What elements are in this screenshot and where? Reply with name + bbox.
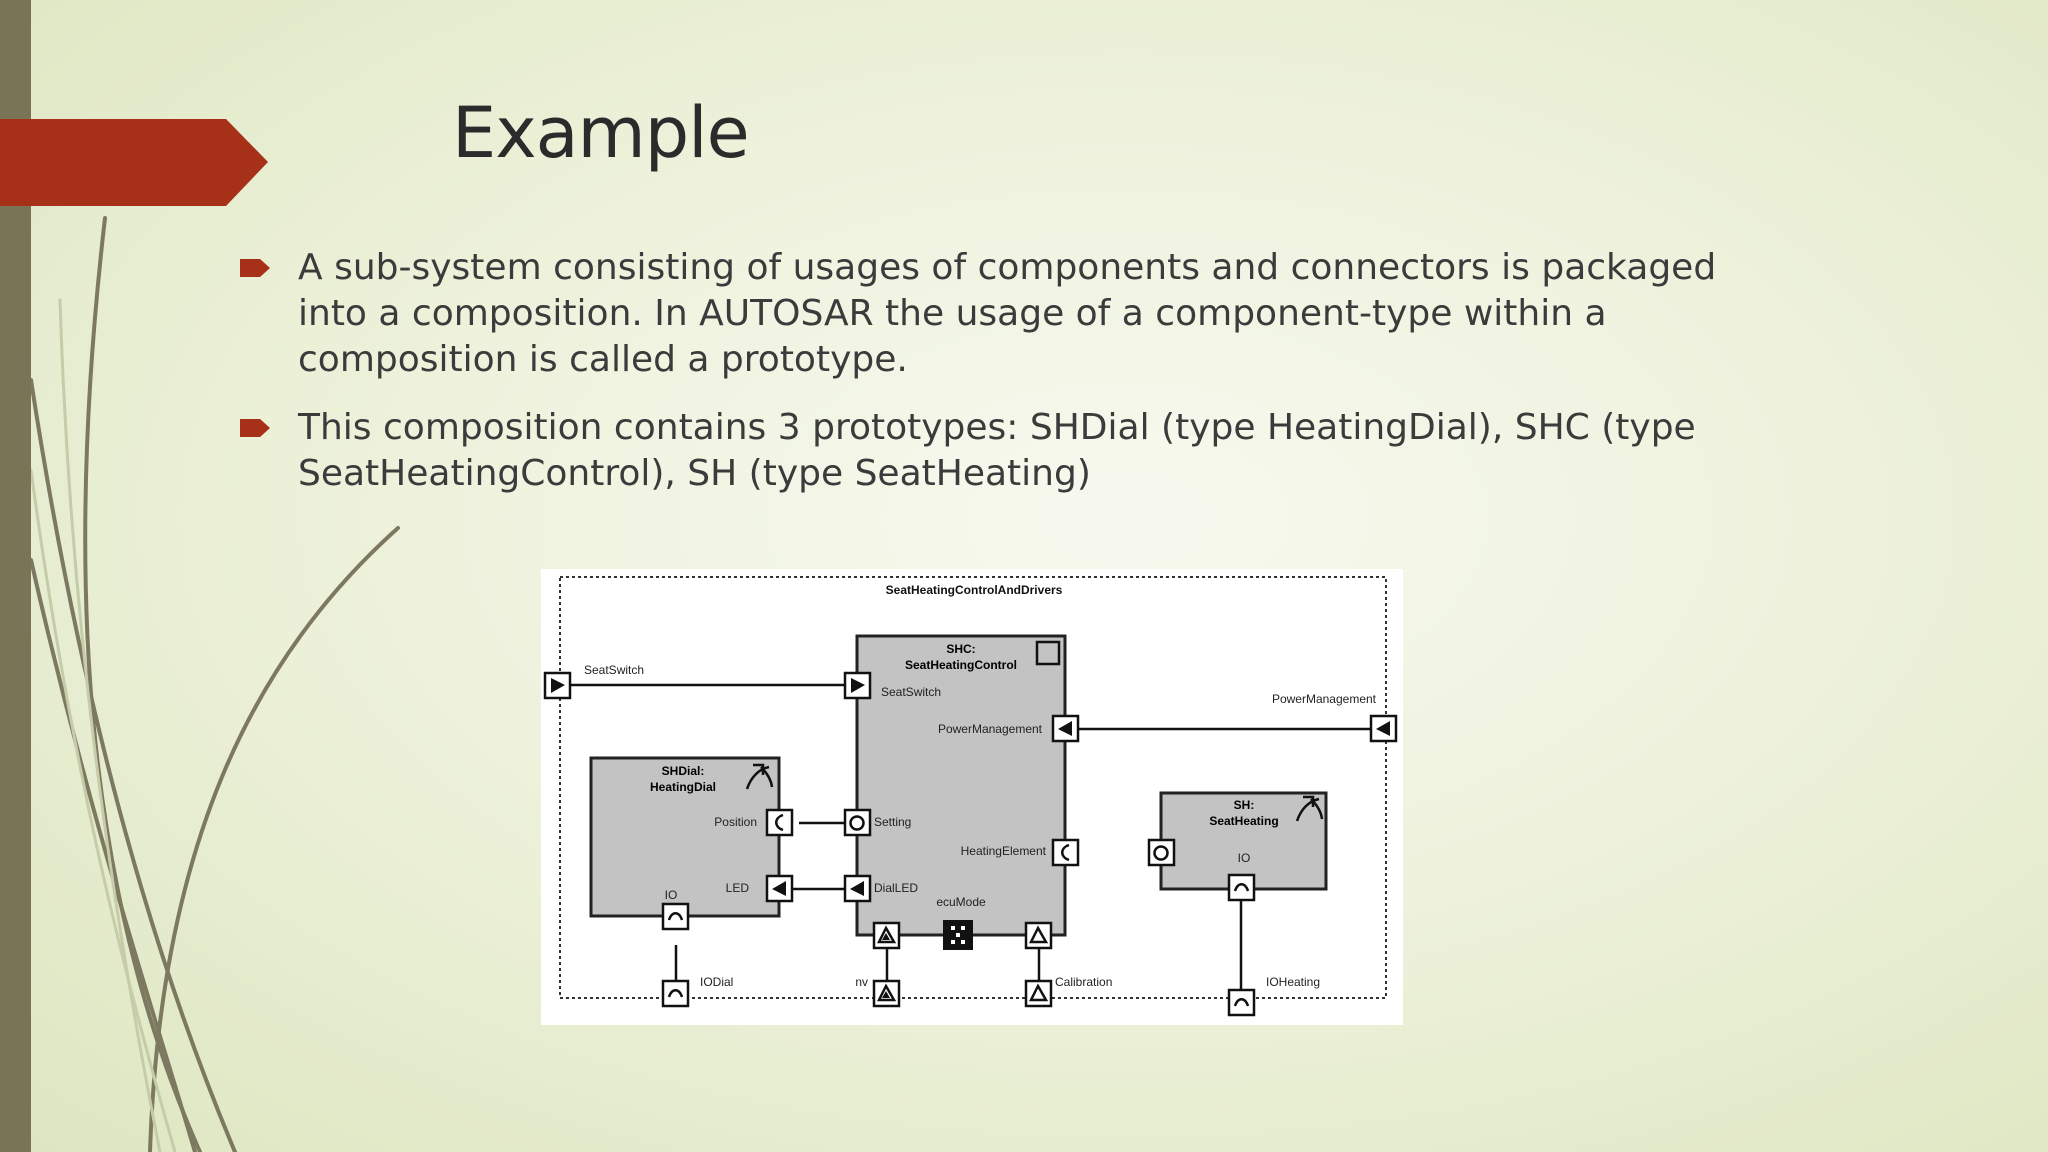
port-shc-calibration bbox=[1026, 923, 1051, 948]
bullet-item bbox=[240, 245, 1760, 383]
label-outer-powermanagement: PowerManagement bbox=[1271, 692, 1376, 706]
sh-type: SeatHeating bbox=[1209, 814, 1279, 828]
port-sh-heatingelement bbox=[1149, 840, 1174, 865]
port-shdial-position bbox=[767, 810, 792, 835]
port-sh-io bbox=[1229, 875, 1254, 900]
bullet-arrow-icon bbox=[240, 419, 270, 437]
label-sh-io: IO bbox=[1237, 851, 1251, 865]
title-arrow-banner bbox=[0, 119, 270, 206]
port-outer-seatswitch bbox=[545, 673, 570, 698]
port-shc-nv bbox=[874, 923, 899, 948]
label-shc-ecumode: ecuMode bbox=[936, 895, 986, 909]
label-outer-nv: nv bbox=[855, 975, 868, 989]
label-outer-seatswitch: SeatSwitch bbox=[584, 663, 645, 677]
port-shc-powermanagement bbox=[1053, 716, 1078, 741]
port-outer-calibration bbox=[1026, 981, 1051, 1006]
port-shc-heatingelement bbox=[1053, 840, 1078, 865]
label-outer-iodial: IODial bbox=[700, 975, 734, 989]
label-outer-ioheating: IOHeating bbox=[1266, 975, 1321, 989]
label-outer-calibration: Calibration bbox=[1055, 975, 1113, 989]
slide-title: Example bbox=[452, 92, 749, 174]
label-shdial-position: Position bbox=[714, 815, 757, 829]
port-shc-dialled bbox=[845, 876, 870, 901]
port-shc-setting bbox=[845, 810, 870, 835]
label-shdial-led: LED bbox=[725, 881, 749, 895]
bullet-text: This composition contains 3 prototypes: SHDial (type HeatingDial), SHC (type SeatHeatingControl), SH (type SeatHeating) bbox=[298, 407, 1696, 494]
label-shc-dialled: DialLED bbox=[874, 881, 919, 895]
label-shc-seatswitch: SeatSwitch bbox=[881, 685, 942, 699]
port-shdial-io bbox=[663, 904, 688, 929]
port-shdial-led bbox=[767, 876, 792, 901]
bullet-item bbox=[240, 405, 1760, 497]
sh-name: SH: bbox=[1233, 798, 1255, 812]
bullet-list bbox=[240, 245, 1760, 519]
shdial-type: HeatingDial bbox=[649, 780, 717, 794]
label-shc-powermanagement: PowerManagement bbox=[937, 722, 1042, 736]
label-shc-setting: Setting bbox=[874, 815, 912, 829]
composition-diagram bbox=[541, 569, 1403, 1025]
port-outer-iodial bbox=[663, 981, 688, 1006]
port-shc-ecumode bbox=[943, 920, 973, 950]
shdial-name: SHDial: bbox=[661, 764, 705, 778]
composition-title: SeatHeatingControlAndDrivers bbox=[885, 583, 1063, 597]
shc-type: SeatHeatingControl bbox=[904, 658, 1018, 672]
port-outer-powermanagement bbox=[1371, 716, 1396, 741]
port-outer-ioheating bbox=[1229, 990, 1254, 1015]
shc-name: SHC: bbox=[946, 642, 976, 656]
bullet-text: A sub-system consisting of usages of components and connectors is packaged into a composition. In AUTOSAR the usage of a component-type within a composition is called a prototype. bbox=[298, 247, 1717, 380]
bullet-arrow-icon bbox=[240, 259, 270, 277]
label-shc-heatingelement: HeatingElement bbox=[960, 844, 1046, 858]
port-shc-seatswitch bbox=[845, 673, 870, 698]
label-shdial-io: IO bbox=[664, 888, 678, 902]
port-outer-nv bbox=[874, 981, 899, 1006]
